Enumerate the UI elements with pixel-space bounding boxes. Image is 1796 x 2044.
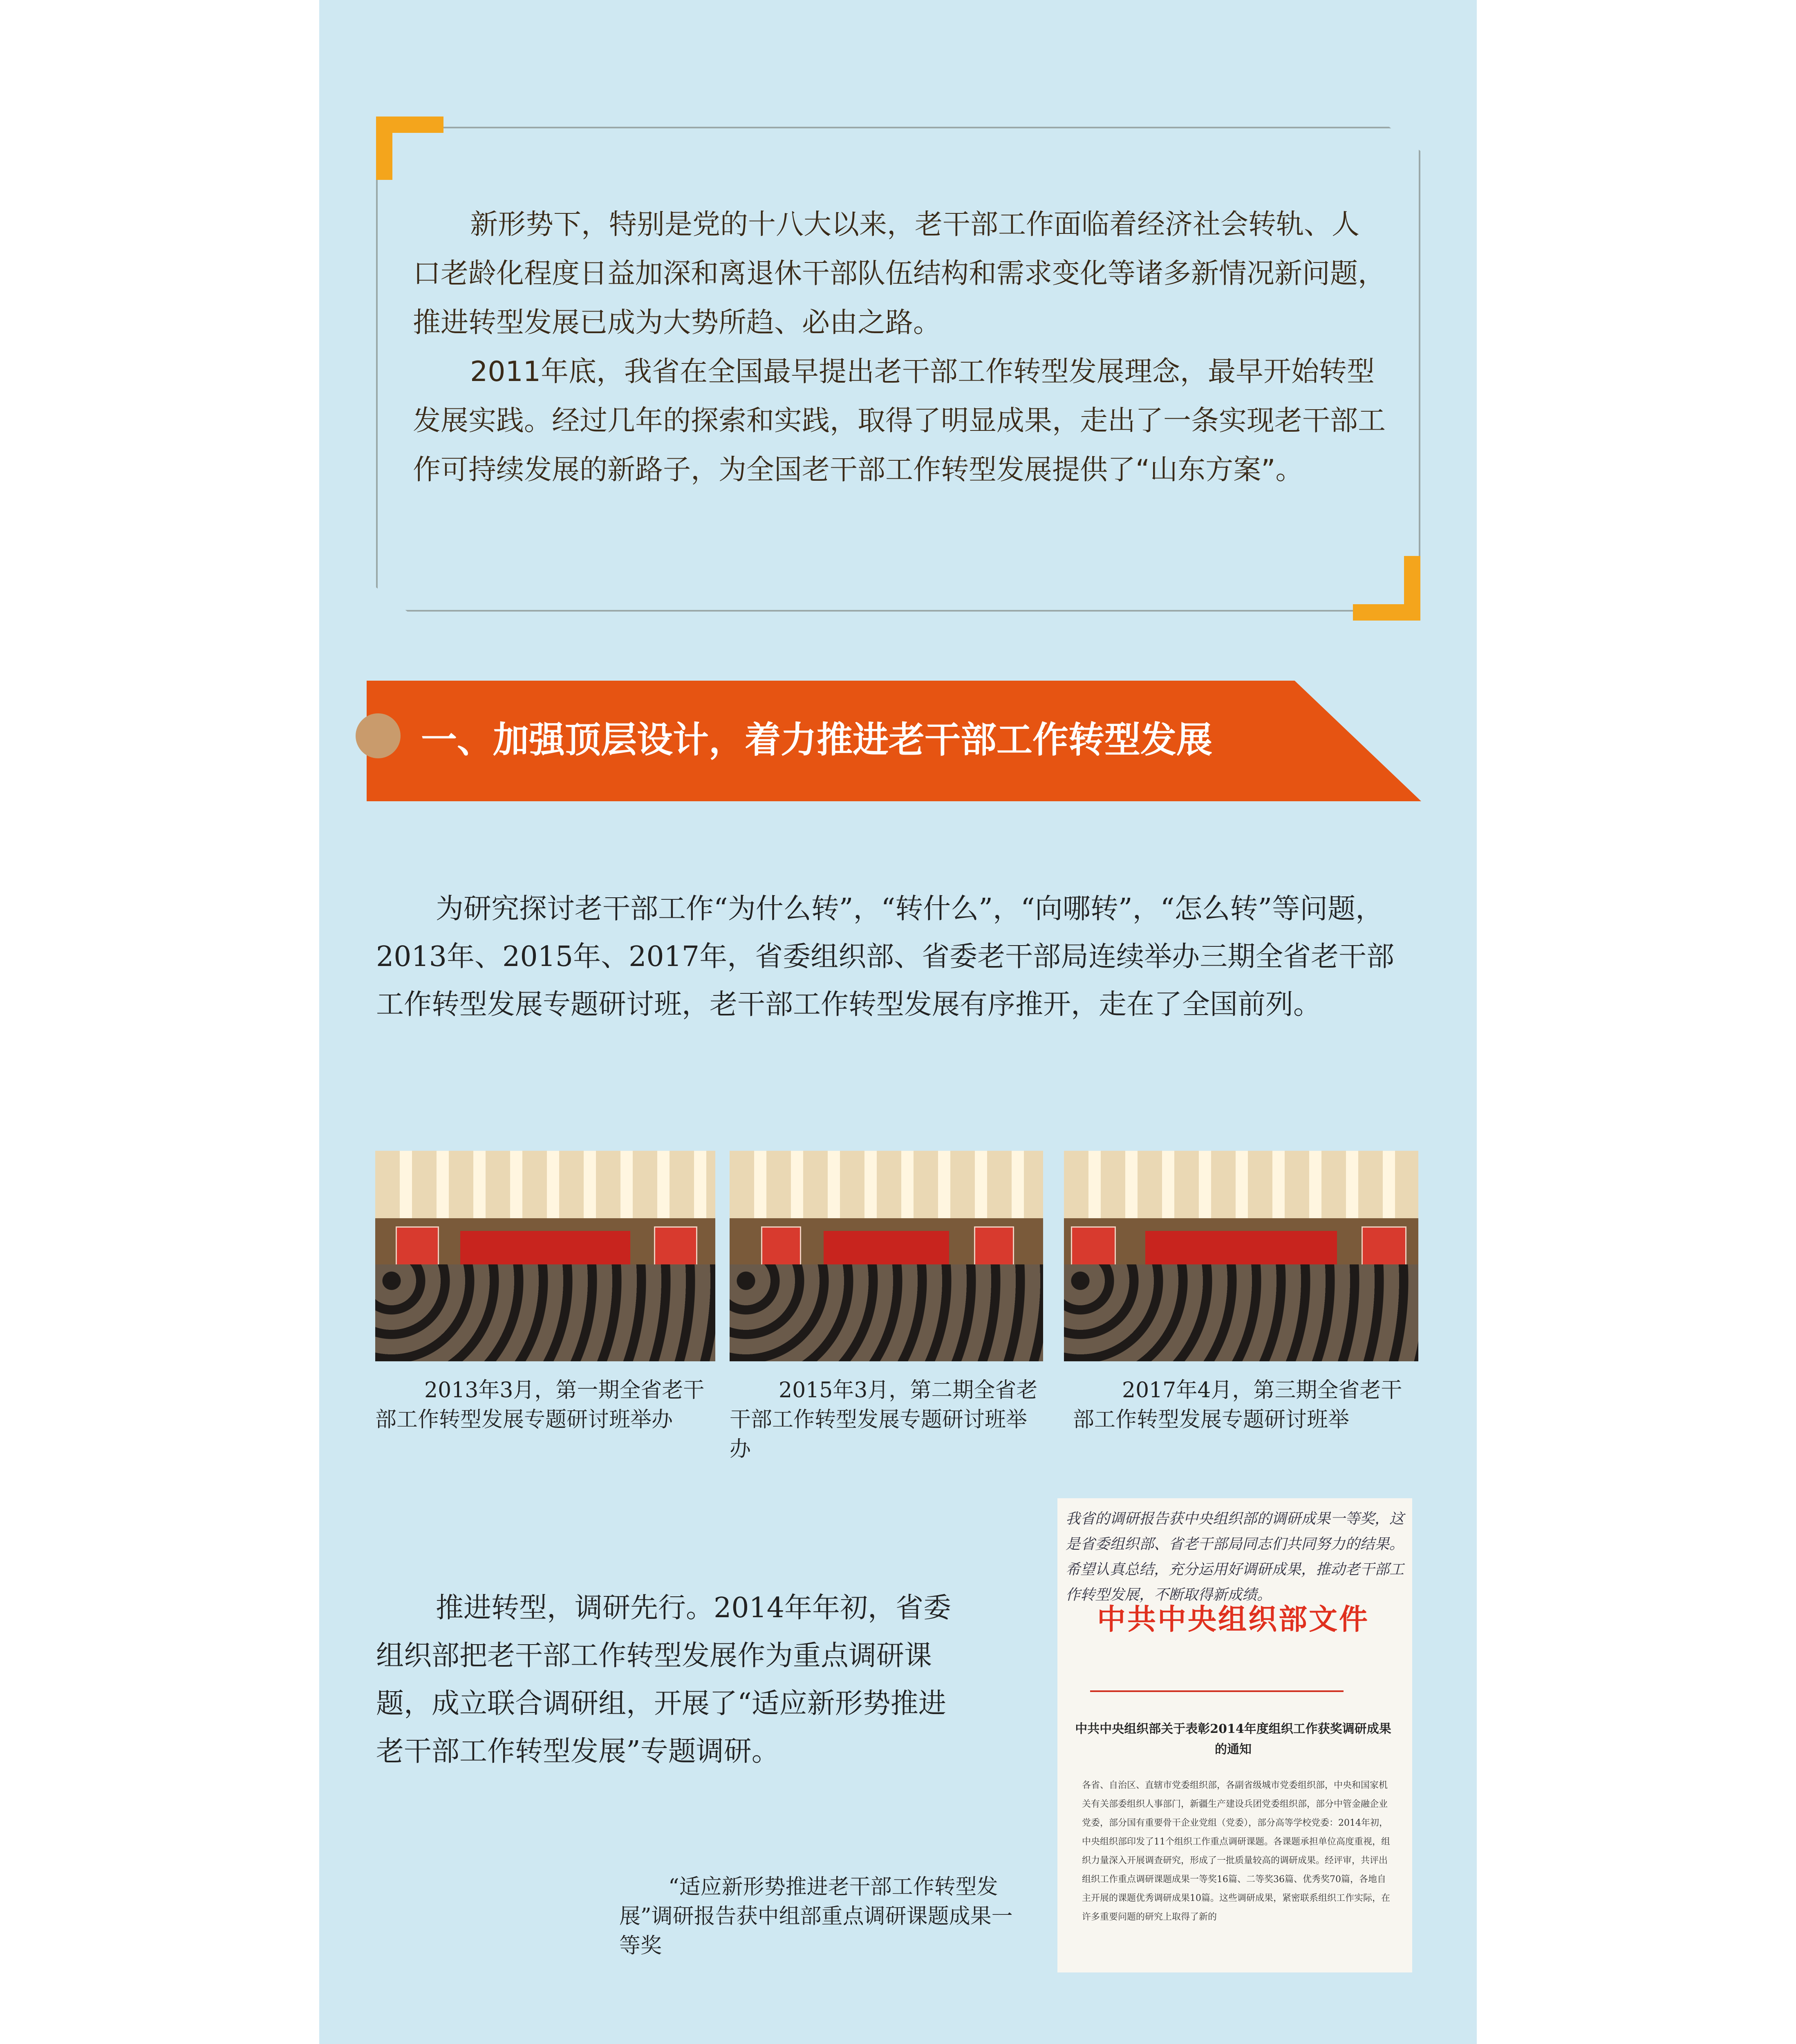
photo-screen-left [1071, 1226, 1116, 1267]
body-paragraph-2-text: 推进转型，调研先行。2014年年初，省委组织部把老干部工作转型发展作为重点调研课题，成立联合调研组，开展了“适应新形势推进老干部工作转型发展”专题调研。 [376, 1592, 952, 1768]
photo-screen-right [654, 1226, 697, 1267]
corner-decoration-top-left-vertical [376, 117, 392, 180]
photo-stage-curtain [1145, 1231, 1337, 1264]
photo-audience [1064, 1264, 1418, 1361]
photo-screen-right [1362, 1226, 1406, 1267]
photo-caption-2013 [375, 1376, 715, 1434]
corner-decoration-bottom-right-vertical [1404, 556, 1420, 621]
photo-stage-banner [824, 1231, 949, 1264]
body-paragraph-1-text: 为研究探讨老干部工作“为什么转”，“转什么”，“向哪转”，“怎么转”等问题，2013年、2015年、2017年，省委组织部、省委老干部局连续举办三期全省老干部工作转型发展专题研讨班，老干部工作转型发展有序推开，走在了全国前列。 [376, 893, 1395, 1021]
photo-screen-right [974, 1226, 1014, 1267]
photo-ceiling [730, 1151, 1043, 1218]
document-red-rule [1090, 1690, 1344, 1692]
photo-stage-banner [460, 1231, 630, 1264]
photo-audience [730, 1264, 1043, 1361]
document-body: 各省、自治区、直辖市党委组织部，各副省级城市党委组织部，中央和国家机关有关部委组织人事部门，新疆生产建设兵团党委组织部，部分中管金融企业党委，部分国有重要骨干企业党组（党委），部分高等学校党委：2014年初，中央组织部印发了11个组织工作重点调研课题。各课题承担单位高度重视，组织力量深入开展调查研究，形成了一批质量较高的调研成果。经评审，共评出组织工作重点调研课题成果一等奖16篇、二等奖36篇、优秀奖70篇，各地自主开展的课题优秀调研成果10篇。这些调研成果，紧密联系组织工作实际，在许多重要问题的研究上取得了新的 [1082, 1780, 1390, 1922]
intro-text [413, 200, 1386, 495]
banner-dot-icon [356, 713, 401, 758]
body-paragraph-1 [376, 885, 1420, 1029]
document-handwriting: 我省的调研报告获中央组织部的调研成果一等奖，这是省委组织部、省老干部局同志们共同努力的结果。希望认真总结，充分运用好调研成果，推动老干部工作转型发展，不断取得新成绩。 [1066, 1511, 1404, 1603]
photo-caption-2015 [730, 1376, 1043, 1464]
section-title: 一、加强顶层设计，着力推进老干部工作转型发展 [421, 719, 1213, 761]
photo-screen-left [761, 1226, 801, 1267]
photo-2015-seminar [730, 1151, 1043, 1361]
body-paragraph-2 [376, 1584, 965, 1775]
intro-paragraph-2: 2011年底，我省在全国最早提出老干部工作转型发展理念，最早开始转型发展实践。经过几年的探索和实践，取得了明显成果，走出了一条实现老干部工作可持续发展的新路子，为全国老干部工作转型发展提供了“山东方案”。 [413, 356, 1386, 486]
photo-audience [375, 1264, 715, 1361]
document-caption-text: “适应新形势推进老干部工作转型发展”调研报告获中组部重点调研课题成果一等奖 [619, 1875, 1013, 1958]
intro-paragraph-1: 新形势下，特别是党的十八大以来，老干部工作面临着经济社会转轨、人口老龄化程度日益加深和离退休干部队伍结构和需求变化等诸多新情况新问题，推进转型发展已成为大势所趋、必由之路。 [413, 208, 1386, 339]
photo-2013-seminar [375, 1151, 715, 1361]
award-document-image [1057, 1498, 1412, 1972]
photo-caption-2015-text: 2015年3月，第二期全省老干部工作转型发展专题研讨班举办 [730, 1378, 1038, 1461]
photo-ceiling [1064, 1151, 1418, 1218]
photo-screen-left [396, 1226, 439, 1267]
photo-ceiling [375, 1151, 715, 1218]
photo-caption-2017-text: 2017年4月，第三期全省老干部工作转型发展专题研讨班举 [1073, 1378, 1402, 1432]
photo-2017-seminar [1064, 1151, 1418, 1361]
document-title: 中共中央组织部关于表彰2014年度组织工作获奖调研成果的通知 [1075, 1722, 1391, 1757]
photo-caption-2013-text: 2013年3月，第一期全省老干部工作转型发展专题研讨班举办 [375, 1378, 705, 1432]
document-caption [619, 1872, 1028, 1961]
document-header: 中共中央组织部文件 [1097, 1602, 1369, 1636]
photo-caption-2017 [1073, 1376, 1420, 1434]
